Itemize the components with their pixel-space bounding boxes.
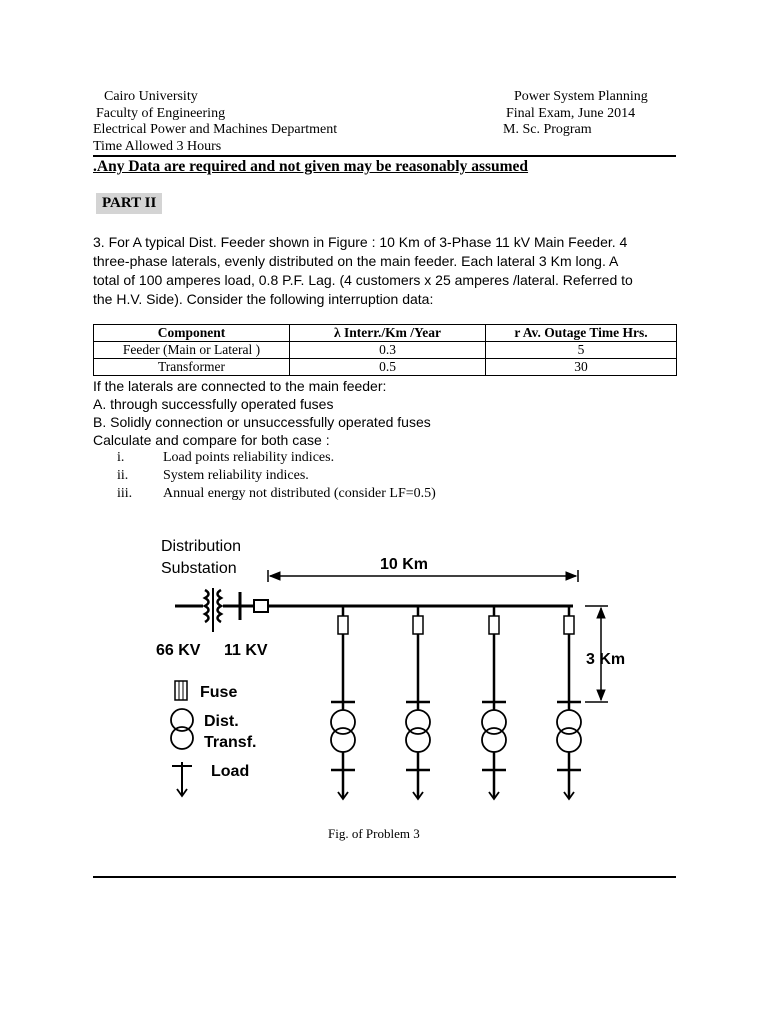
arrowhead-right (566, 572, 576, 580)
task-number: i. (117, 450, 125, 465)
figure-title-line1: Distribution (161, 538, 242, 555)
task-text: Load points reliability indices. (163, 450, 335, 465)
figure-title-line2: Substation (161, 560, 237, 577)
table-cell: 30 (486, 359, 677, 376)
lateral-fuse (489, 616, 499, 634)
legend-transformer-label-2: Transf. (204, 734, 257, 751)
figure-caption: Fig. of Problem 3 (328, 826, 420, 841)
condition-a: A. through successfully operated fuses (93, 396, 334, 412)
header-department: Electrical Power and Machines Department (93, 122, 338, 137)
lateral-fuse (338, 616, 348, 634)
task-number: ii. (117, 468, 129, 483)
assumption-note: .Any Data are required and not given may be reasonably assumed (93, 158, 529, 175)
header-time: Time Allowed 3 Hours (93, 139, 222, 154)
lateral-2 (406, 606, 430, 799)
lateral-4 (557, 606, 581, 799)
arrowhead-left (270, 572, 280, 580)
table-header-cell: λ Interr./Km /Year (290, 325, 486, 342)
lateral-1 (331, 606, 355, 799)
mv-voltage-label: 11 KV (224, 642, 268, 659)
condition-b: B. Solidly connection or unsuccessfully operated fuses (93, 414, 431, 430)
table-cell: Transformer (94, 359, 290, 376)
table-cell: 5 (486, 342, 677, 359)
header-exam: Final Exam, June 2014 (506, 106, 636, 121)
legend-fuse-symbol (175, 681, 187, 700)
arrowhead-up (597, 608, 605, 618)
footer-rule (93, 876, 676, 878)
substation-fuse (254, 600, 268, 612)
header-program: M. Sc. Program (503, 122, 592, 137)
calculate-instruction: Calculate and compare for both case : (93, 432, 330, 448)
header-university: Cairo University (104, 89, 198, 104)
legend-fuse-label: Fuse (200, 684, 238, 701)
arrowhead-down (597, 690, 605, 700)
part-heading: PART II (96, 193, 162, 214)
lateral-fuse (413, 616, 423, 634)
lateral-3 (482, 606, 506, 799)
task-text: System reliability indices. (163, 468, 309, 483)
table-cell: Feeder (Main or Lateral ) (94, 342, 290, 359)
table-header-cell: Component (94, 325, 290, 342)
main-length-label: 10 Km (380, 556, 429, 573)
problem-statement: 3. For A typical Dist. Feeder shown in Figure : 10 Km of 3-Phase 11 kV Main Feeder. 4 three-phase laterals, evenly distributed on the main feeder. Each lateral 3 Km long. A total of 100 amperes load, 0.8 P.F. Lag. (4 customers x 25 amperes /lateral. Referred to the H.V. Side). Consider the following interruption data: (93, 234, 633, 307)
lateral-length-label: 3 Km (586, 651, 626, 668)
transformer-coil-primary (205, 590, 209, 622)
table-cell: 0.3 (290, 342, 486, 359)
task-number: iii. (117, 486, 133, 501)
header-course: Power System Planning (514, 89, 648, 104)
table-header-cell: r Av. Outage Time Hrs. (486, 325, 677, 342)
hv-voltage-label: 66 KV (156, 642, 201, 659)
lateral-fuse (564, 616, 574, 634)
task-text: Annual energy not distributed (consider LF=0.5) (163, 486, 436, 501)
conditions-intro: If the laterals are connected to the main feeder: (93, 378, 387, 394)
transformer-coil-secondary (218, 590, 222, 622)
legend-transformer-label-1: Dist. (204, 713, 239, 730)
table-cell: 0.5 (290, 359, 486, 376)
legend-load-label: Load (211, 763, 250, 780)
header-faculty: Faculty of Engineering (96, 106, 226, 121)
